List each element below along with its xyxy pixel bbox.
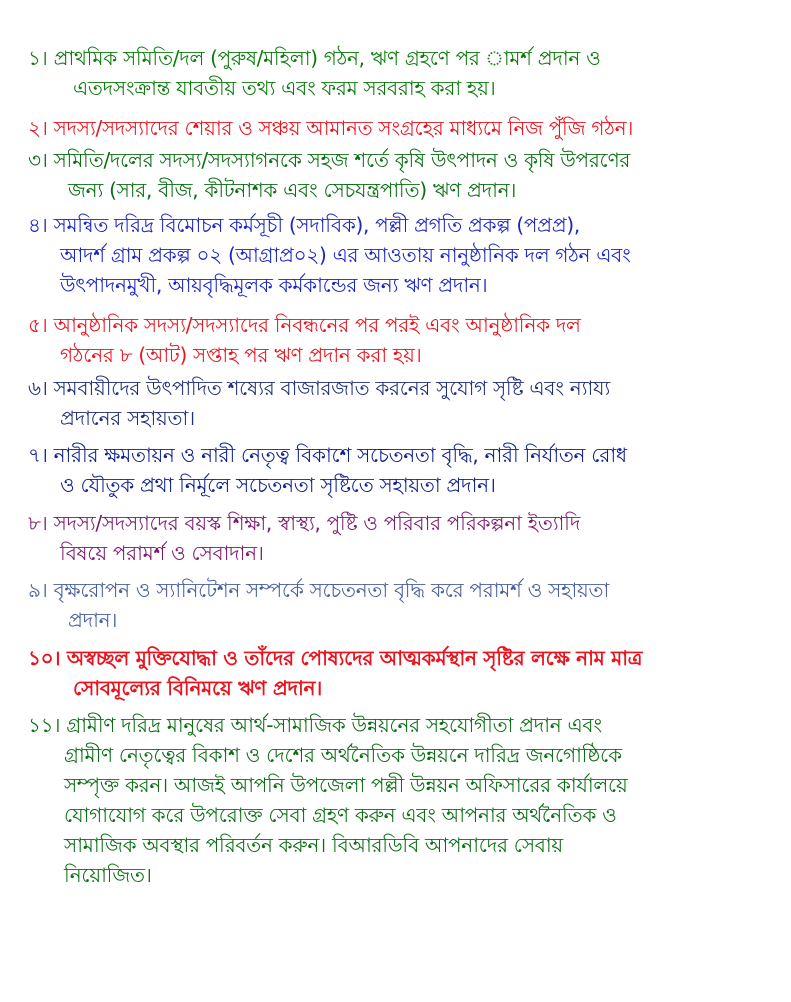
service-item-11-line-6: নিয়োজিত।	[64, 863, 152, 887]
service-item-7-line-1: ৭। নারীর ক্ষমতায়ন ও নারী নেতৃত্ব বিকাশে সচেতনতা বৃদ্ধি, নারী নির্যাতন রোধ	[28, 443, 627, 467]
service-item-7	[28, 440, 778, 500]
service-item-7-line-2: ও যৌতুক প্রথা নির্মূলে সচেতনতা সৃষ্টিতে সহায়তা প্রদান।	[60, 473, 496, 497]
service-item-5	[28, 310, 778, 370]
service-item-2-line-1: ২। সদস্য/সদস্যাদের শেয়ার ও সঞ্চয় আমানত সংগ্রহের মাধ্যমে নিজ পুঁজি গঠন।	[28, 116, 634, 140]
service-item-11-line-2: গ্রামীণ নেতৃত্বের বিকাশ ও দেশের অর্থনৈতিক উন্নয়নে দারিদ্র জনগোষ্ঠিকে	[64, 743, 622, 767]
service-item-9-line-1: ৯। বৃক্ষরোপন ও স্যানিটেশন সম্পর্কে সচেতনতা বৃদ্ধি করে পরামর্শ ও সহায়তা	[28, 578, 609, 602]
service-item-8-line-2: বিষয়ে পরামর্শ ও সেবাদান।	[60, 541, 264, 565]
service-item-3	[28, 145, 778, 205]
service-item-8-line-1: ৮। সদস্য/সদস্যাদের বয়স্ক শিক্ষা, স্বাস্থ্য, পুষ্টি ও পরিবার পরিকল্পনা ইত্যাদি	[28, 511, 581, 535]
service-item-3-line-2: জন্য (সার, বীজ, কীটনাশক এবং সেচযন্ত্রপাতি) ঋণ প্রদান।	[68, 178, 517, 202]
service-item-11-line-5: সামাজিক অবস্থার পরিবর্তন করুন। বিআরডিবি আপনাদের সেবায়	[64, 833, 563, 857]
service-item-1	[28, 43, 778, 103]
service-item-4-line-3: উৎপাদনমুখী, আয়বৃদ্ধিমূলক কর্মকান্ডের জন্য ঋণ প্রদান।	[60, 273, 488, 297]
service-item-10-line-1: ১০। অস্বচ্ছল মুক্তিযোদ্ধা ও তাঁদের পোষ্যদের আত্মকর্মস্থান সৃষ্টির লক্ষে নাম মাত্র	[28, 646, 643, 670]
service-item-6	[28, 373, 778, 433]
service-item-9	[28, 575, 778, 635]
service-item-3-line-1: ৩। সমিতি/দলের সদস্য/সদস্যাগনকে সহজ শর্তে কৃষি উৎপাদন ও কৃষি উপরণের	[28, 148, 631, 172]
service-item-4	[28, 210, 778, 300]
service-item-10-line-2: সোবমূল্যের বিনিময়ে ঋণ প্রদান।	[73, 676, 322, 700]
service-item-1-line-1: ১। প্রাথমিক সমিতি/দল (পুরুষ/মহিলা) গঠন, ঋণ গ্রহণে পর ামর্শ প্রদান ও	[28, 46, 601, 70]
service-item-10	[28, 643, 778, 703]
service-item-6-line-2: প্রদানের সহায়তা।	[60, 406, 195, 430]
service-item-6-line-1: ৬। সমবায়ীদের উৎপাদিত শষ্যের বাজারজাত করনের সুযোগ সৃষ্টি এবং ন্যায্য	[28, 376, 611, 400]
service-item-2	[28, 113, 778, 143]
service-item-8	[28, 508, 778, 568]
service-item-11	[28, 710, 778, 890]
service-item-4-line-2: আদর্শ গ্রাম প্রকল্প ০২ (আগ্রাপ্র০২) এর আওতায় নানুষ্ঠানিক দল গঠন এবং	[60, 243, 631, 267]
service-item-5-line-2: গঠনের ৮ (আট) সপ্তাহ পর ঋণ প্রদান করা হয়।	[60, 343, 422, 367]
service-item-11-line-1: ১১। গ্রামীণ দরিদ্র মানুষের আর্থ-সামাজিক উন্নয়নের সহযোগীতা প্রদান এবং	[28, 713, 602, 737]
service-item-4-line-1: ৪। সমন্বিত দরিদ্র বিমোচন কর্মসূচী (সদাবিক), পল্লী প্রগতি প্রকল্প (পপ্রপ্র),	[28, 213, 580, 237]
service-item-9-line-2: প্রদান।	[68, 608, 118, 632]
service-item-11-line-3: সম্পৃক্ত করন। আজই আপনি উপজেলা পল্লী উন্নয়ন অফিসারের কার্যালয়ে	[64, 773, 628, 797]
service-item-1-line-2: এতদসংক্রান্ত যাবতীয় তথ্য এবং ফরম সরবরাহ করা হয়।	[73, 76, 496, 100]
service-item-5-line-1: ৫। আনুষ্ঠানিক সদস্য/সদস্যাদের নিবন্ধনের পর পরই এবং আনুষ্ঠানিক দল	[28, 313, 581, 337]
service-item-11-line-4: যোগাযোগ করে উপরোক্ত সেবা গ্রহণ করুন এবং আপনার অর্থনৈতিক ও	[64, 803, 617, 827]
